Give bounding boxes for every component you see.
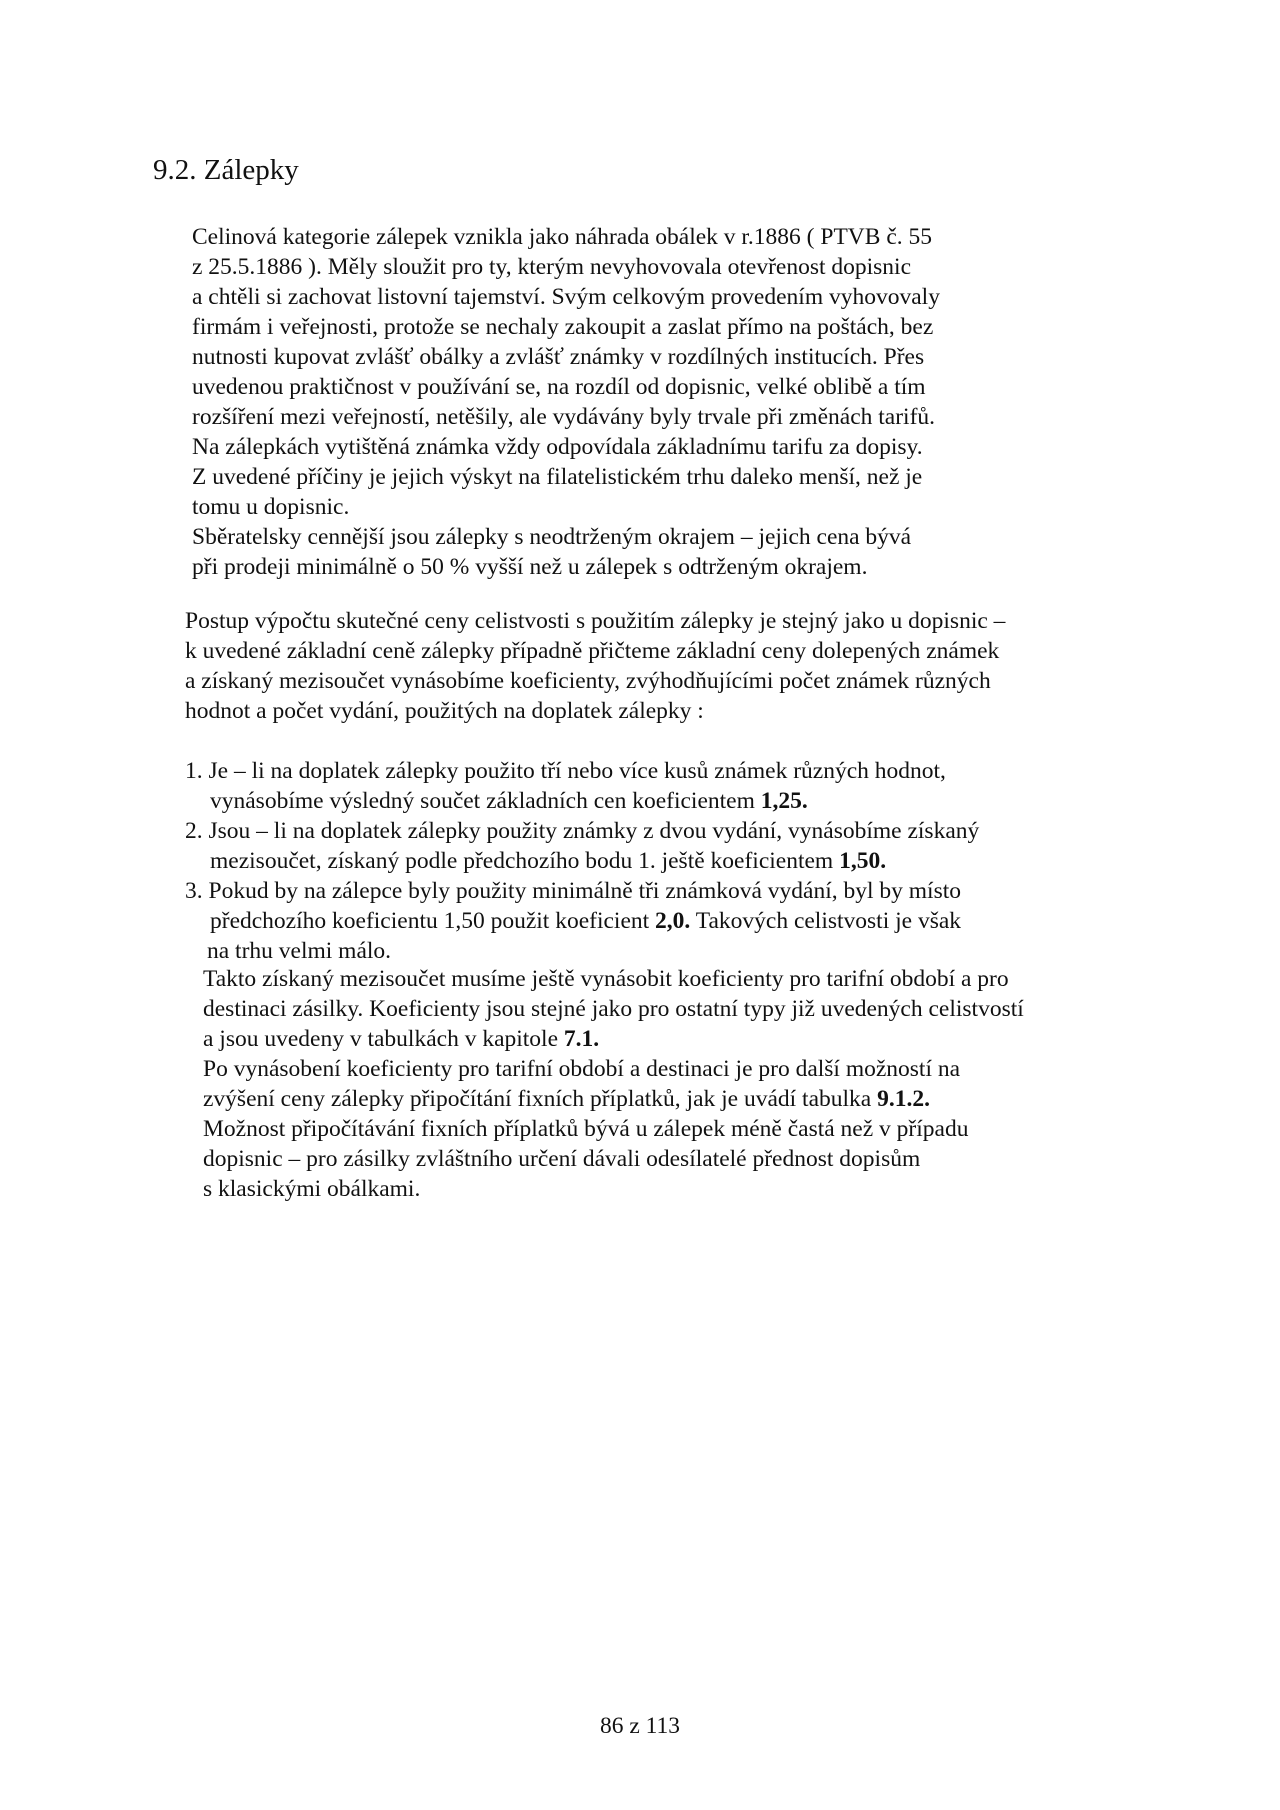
paragraph-line: Takto získaný mezisoučet musíme ještě vynásobit koeficienty pro tarifní období a pro	[203, 966, 1009, 992]
coefficient-value: 2,0.	[655, 908, 691, 934]
list-item-1: 1. Je – li na doplatek zálepky použito tří nebo více kusů známek různých hodnot,	[185, 758, 946, 784]
paragraph-line: s klasickými obálkami.	[203, 1176, 421, 1202]
list-item-3-text: předchozího koeficientu 1,50 použit koeficient	[210, 908, 656, 934]
paragraph-line: při prodeji minimálně o 50 % vyšší než u zálepek s odtrženým okrajem.	[192, 554, 868, 580]
section-title: 9.2. Zálepky	[153, 154, 299, 186]
paragraph-line: dopisnic – pro zásilky zvláštního určení dávali odesílatelé přednost dopisům	[203, 1146, 921, 1172]
paragraph-line: Po vynásobení koeficienty pro tarifní období a destinaci je pro další možností na	[203, 1056, 961, 1082]
paragraph-line: Na zálepkách vytištěná známka vždy odpovídala základnímu tarifu za dopisy.	[192, 434, 923, 460]
list-item-2-text: mezisoučet, získaný podle předchozího bodu 1. ještě koeficientem	[210, 848, 840, 874]
paragraph-line: Postup výpočtu skutečné ceny celistvosti s použitím zálepky je stejný jako u dopisnic –	[185, 608, 1006, 634]
paragraph-line: Z uvedené příčiny je jejich výskyt na filatelistickém trhu daleko menší, než je	[192, 464, 923, 490]
list-item-2-continuation	[185, 846, 979, 876]
paragraph-line	[203, 1084, 1024, 1114]
paragraph-line: z 25.5.1886 ). Měly sloužit pro ty, kterým nevyhovovala otevřenost dopisnic	[192, 254, 912, 280]
list-item-3-continuation: na trhu velmi málo.	[207, 938, 392, 964]
paragraph-line: nutnosti kupovat zvlášť obálky a zvlášť známky v rozdílných institucích. Přes	[192, 344, 925, 370]
paragraph-text: zvýšení ceny zálepky připočítání fixních příplatků, jak je uvádí tabulka	[203, 1086, 878, 1112]
paragraph-tariff	[203, 964, 1024, 1204]
coefficient-list	[185, 756, 979, 966]
coefficient-value: 1,25.	[760, 788, 808, 814]
paragraph-line: Sběratelsky cennější jsou zálepky s neodtrženým okrajem – jejich cena bývá	[192, 524, 912, 550]
paragraph-line: k uvedené základní ceně zálepky případně přičteme základní ceny dolepených známek	[185, 638, 1000, 664]
list-item-3-text: Takových celistvosti je však	[690, 908, 962, 934]
coefficient-value: 1,50.	[839, 848, 887, 874]
list-item-3-continuation	[185, 906, 979, 936]
page-number: 86 z 113	[599, 1713, 681, 1739]
paragraph-text: a jsou uvedeny v tabulkách v kapitole	[203, 1026, 564, 1052]
chapter-reference: 7.1.	[563, 1026, 600, 1052]
list-item-3: 3. Pokud by na zálepce byly použity minimálně tři známková vydání, byl by místo	[185, 878, 962, 904]
paragraph-line: hodnot a počet vydání, použitých na doplatek zálepky :	[185, 698, 704, 724]
paragraph-line: destinaci zásilky. Koeficienty jsou stejné jako pro ostatní typy již uvedených celistvostí	[203, 996, 1024, 1022]
paragraph-calculation	[185, 606, 1005, 726]
paragraph-line: Možnost připočítávání fixních příplatků bývá u zálepek méně častá než v případu	[203, 1116, 969, 1142]
paragraph-line	[203, 1024, 1024, 1054]
paragraph-line: Celinová kategorie zálepek vznikla jako náhrada obálek v r.1886 ( PTVB č. 55	[192, 224, 933, 250]
table-reference: 9.1.2.	[877, 1086, 930, 1112]
paragraph-line: firmám i veřejnosti, protože se nechaly zakoupit a zaslat přímo na poštách, bez	[192, 314, 934, 340]
paragraph-line: tomu u dopisnic.	[192, 494, 350, 520]
paragraph-history	[192, 222, 940, 582]
paragraph-line: a získaný mezisoučet vynásobíme koeficienty, zvýhodňujícími počet známek různých	[185, 668, 991, 694]
paragraph-line: uvedenou praktičnost v používání se, na rozdíl od dopisnic, velké oblibě a tím	[192, 374, 926, 400]
paragraph-line: a chtěli si zachovat listovní tajemství. Svým celkovým provedením vyhovovaly	[192, 284, 940, 310]
paragraph-line: rozšíření mezi veřejností, netěšily, ale vydávány byly trvale při změnách tarifů.	[192, 404, 936, 430]
list-item-1-text: vynásobíme výsledný součet základních cen koeficientem	[210, 788, 761, 814]
list-item-2: 2. Jsou – li na doplatek zálepky použity známky z dvou vydání, vynásobíme získaný	[185, 818, 980, 844]
list-item-1-continuation	[185, 786, 979, 816]
